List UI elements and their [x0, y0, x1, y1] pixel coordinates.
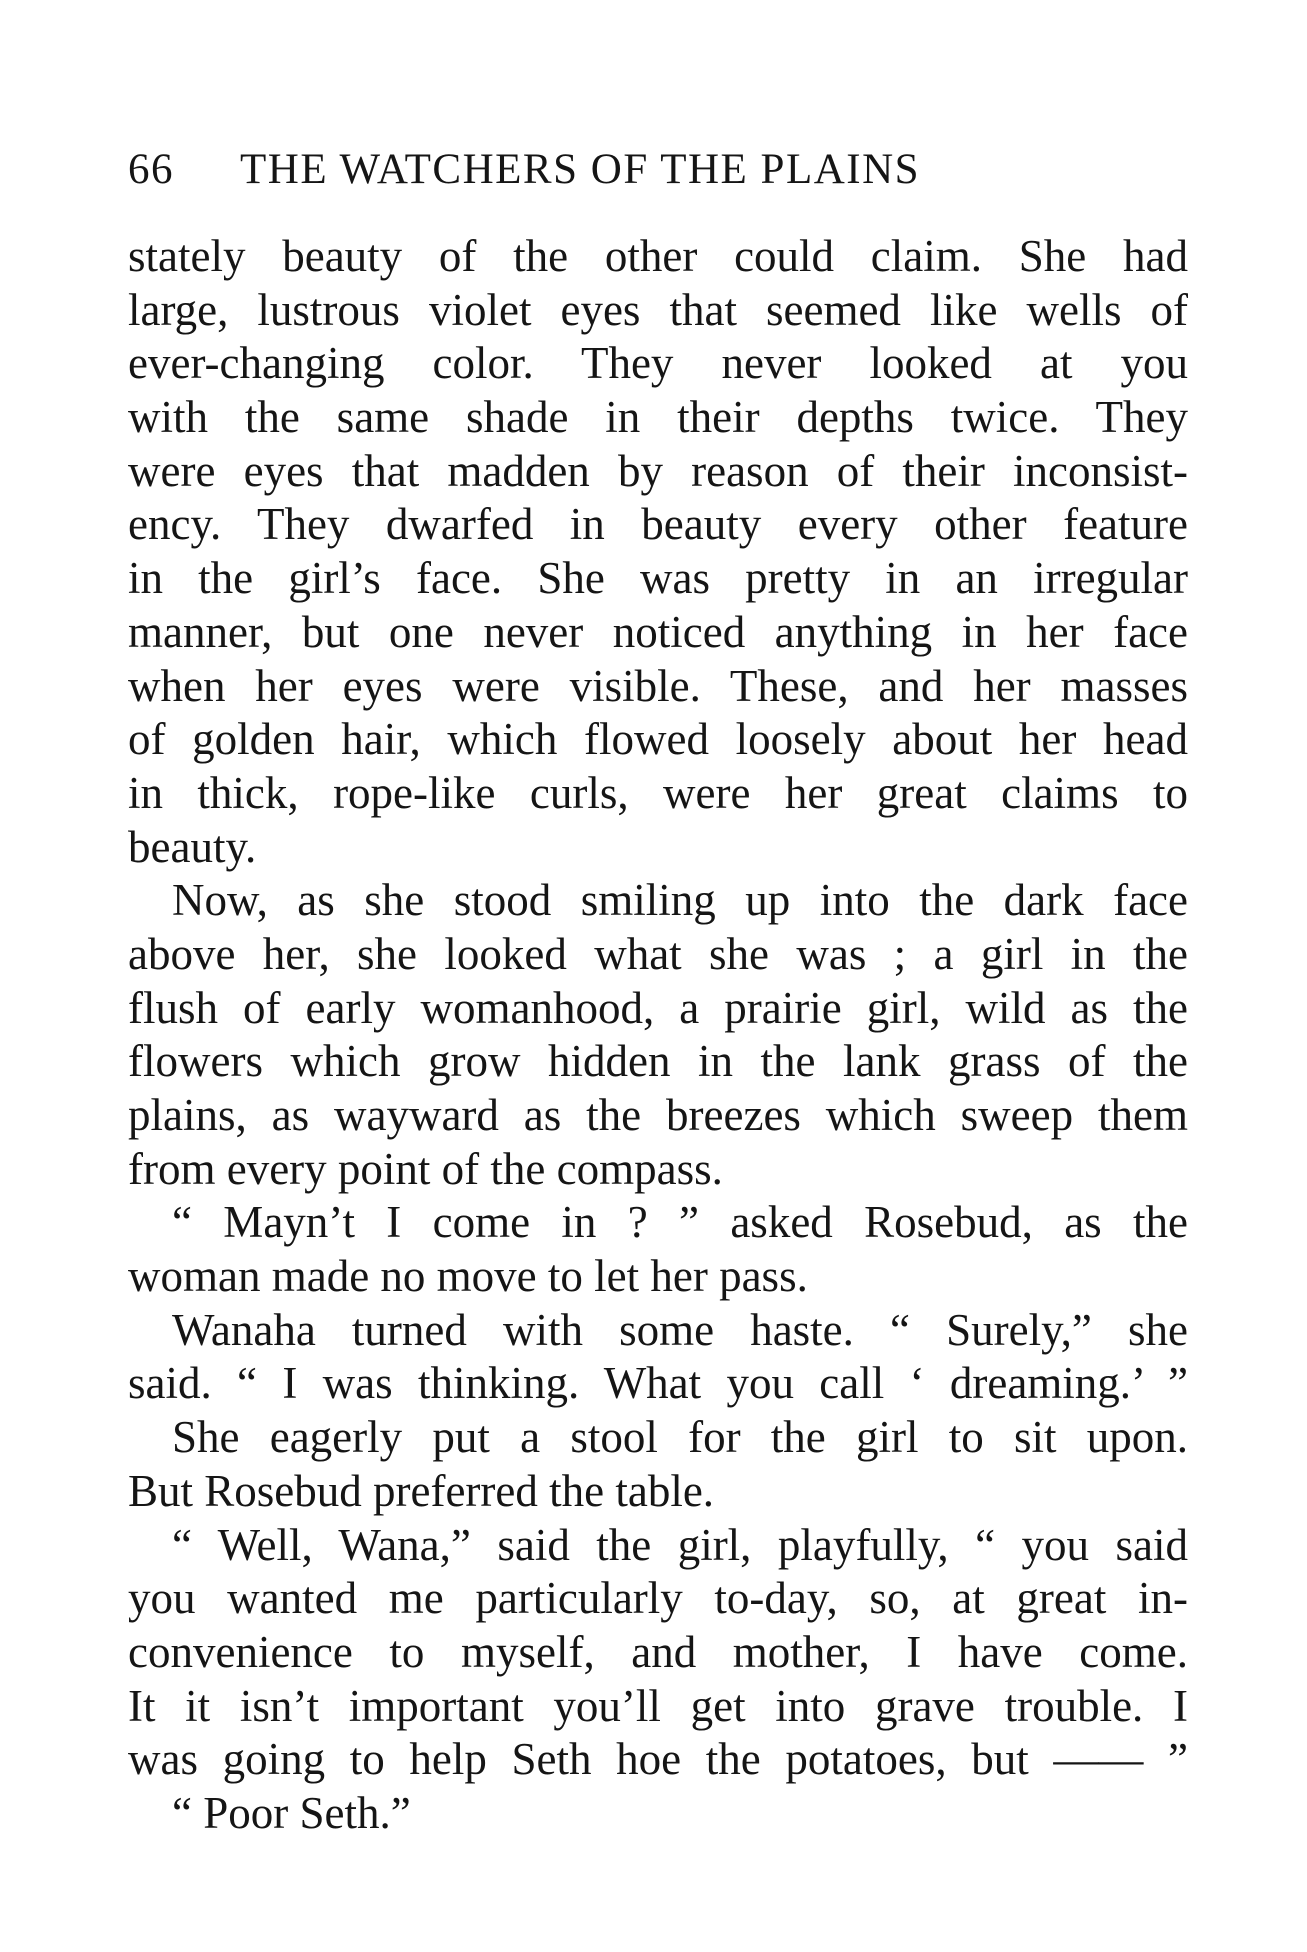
text-line: above her, she looked what she was ; a girl in the	[128, 928, 1188, 979]
text-line: It it isn’t important you’ll get into grave trouble. I	[128, 1680, 1188, 1731]
text-line: were eyes that madden by reason of their inconsist-	[128, 445, 1188, 496]
text-line: convenience to myself, and mother, I have come.	[128, 1626, 1188, 1677]
text-line: “ Mayn’t I come in ? ” asked Rosebud, as the	[172, 1197, 1188, 1248]
text-line: large, lustrous violet eyes that seemed like wells of	[128, 284, 1188, 335]
text-line: But Rosebud preferred the table.	[128, 1465, 715, 1516]
text-line: when her eyes were visible. These, and her masses	[128, 660, 1188, 711]
page-header	[128, 140, 1188, 200]
text-line: plains, as wayward as the breezes which sweep them	[128, 1090, 1188, 1140]
text-line: was going to help Seth hoe the potatoes, but —— ”	[128, 1734, 1188, 1785]
text-line: ency. They dwarfed in beauty every other feature	[128, 499, 1188, 550]
text-line: in thick, rope-like curls, were her great claims to	[128, 767, 1188, 818]
text-line: manner, but one never noticed anything in her face	[128, 606, 1188, 657]
running-head: THE WATCHERS OF THE PLAINS	[240, 146, 921, 193]
text-line: you wanted me particularly to-day, so, at great in-	[128, 1573, 1188, 1624]
text-line: “ Poor Seth.”	[172, 1787, 411, 1838]
text-line: flush of early womanhood, a prairie girl, wild as the	[128, 982, 1188, 1033]
text-line: flowers which grow hidden in the lank grass of the	[128, 1036, 1188, 1087]
text-line: Now, as she stood smiling up into the dark face	[172, 875, 1188, 926]
text-line: Wanaha turned with some haste. “ Surely,” she	[172, 1304, 1188, 1355]
body-text	[128, 230, 1188, 1841]
text-line: from every point of the compass.	[128, 1143, 723, 1194]
text-line: of golden hair, which flowed loosely about her head	[128, 714, 1188, 765]
text-line: said. “ I was thinking. What you call ‘ dreaming.’ ”	[128, 1358, 1188, 1409]
text-line: “ Well, Wana,” said the girl, playfully, “ you said	[172, 1519, 1188, 1570]
text-line: beauty.	[128, 821, 257, 872]
text-line: in the girl’s face. She was pretty in an irregular	[128, 553, 1188, 604]
page-number: 66	[128, 146, 174, 193]
text-line: woman made no move to let her pass.	[128, 1251, 808, 1302]
text-line: She eagerly put a stool for the girl to sit upon.	[172, 1412, 1188, 1463]
text-line: with the same shade in their depths twice. They	[128, 392, 1188, 443]
text-line: ever-changing color. They never looked at you	[128, 338, 1188, 389]
text-line: stately beauty of the other could claim. She had	[128, 231, 1188, 281]
